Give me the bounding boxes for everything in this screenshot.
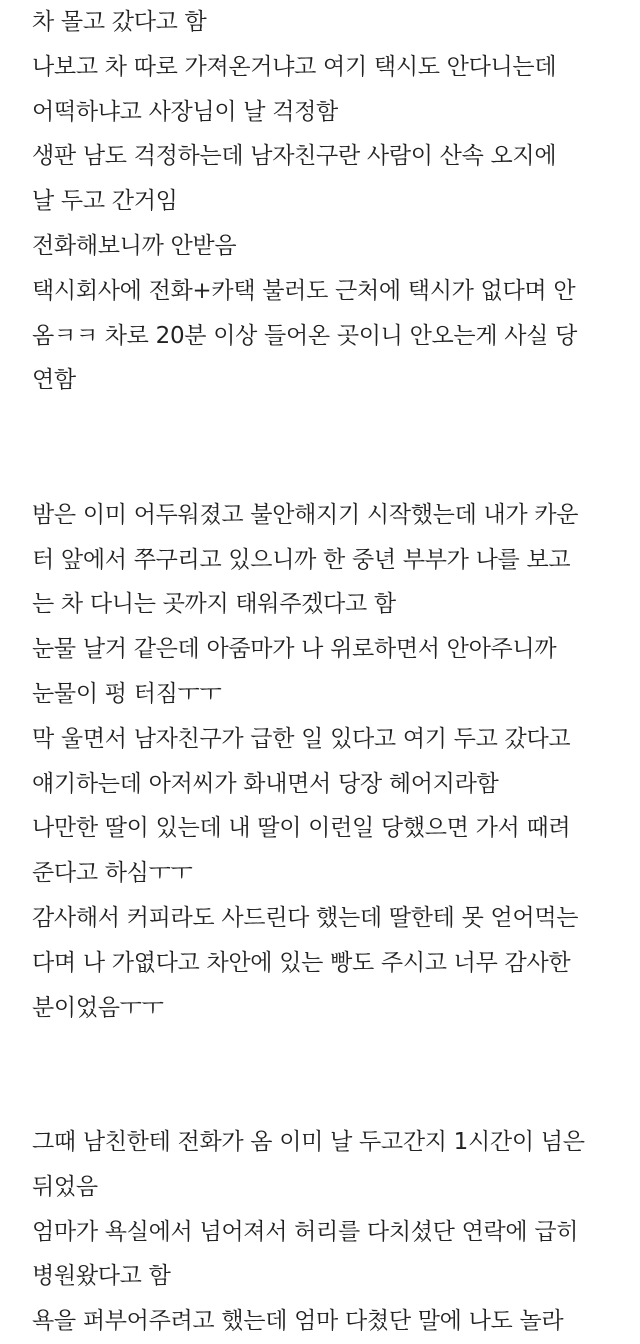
paragraph-2 xyxy=(32,493,632,1031)
text-line: 연함 xyxy=(32,367,76,394)
text-line: 감사해서 커피라도 사드린다 했는데 딸한테 못 얻어먹는 xyxy=(32,904,579,931)
text-line: 그때 남친한테 전화가 옴 이미 날 두고간지 1시간이 넘은 xyxy=(32,1128,585,1155)
text-line: 눈물 날거 같은데 아줌마가 나 위로하면서 안아주니까 xyxy=(32,636,557,663)
text-line: 막 울면서 남자친구가 급한 일 있다고 여기 두고 갔다고 xyxy=(32,725,571,752)
text-line: 옴ㅋㅋ 차로 20분 이상 들어온 곳이니 안오는게 사실 당 xyxy=(32,322,578,349)
text-line: 뒤었음 xyxy=(32,1173,98,1200)
text-line: 눈물이 펑 터짐ㅜㅜ xyxy=(32,680,222,707)
text-line: 는 차 다니는 곳까지 태워주겠다고 함 xyxy=(32,591,396,618)
story-text xyxy=(32,0,632,1344)
paragraph-spacer xyxy=(32,403,632,493)
text-line: 병원왔다고 함 xyxy=(32,1263,171,1290)
text-line: 엄마가 욕실에서 넘어져서 허리를 다치셨단 연락에 급히 xyxy=(32,1218,579,1245)
text-line: 차 몰고 갔다고 함 xyxy=(32,9,207,35)
text-line: 어떡하냐고 사장님이 날 걱정함 xyxy=(32,98,338,125)
text-line: 준다고 하심ㅜㅜ xyxy=(32,860,193,887)
text-line: 얘기하는데 아저씨가 화내면서 당장 헤어지라함 xyxy=(32,770,499,797)
text-line: 욕을 퍼부어주려고 했는데 엄마 다쳤단 말에 나도 놀라 xyxy=(32,1308,564,1335)
text-line: 날 두고 간거임 xyxy=(32,188,178,215)
text-line: 나보고 차 따로 가져온거냐고 여기 택시도 안다니는데 xyxy=(32,53,557,80)
text-line: 전화해보니까 안받음 xyxy=(32,232,237,259)
paragraph-3 xyxy=(32,1120,632,1344)
text-line: 분이었음ㅜㅜ xyxy=(32,994,164,1021)
text-line: 나만한 딸이 있는데 내 딸이 이런일 당했으면 가서 때려 xyxy=(32,815,571,842)
text-line: 택시회사에 전화+카택 불러도 근처에 택시가 없다며 안 xyxy=(32,277,576,304)
paragraph-1 xyxy=(32,0,632,403)
text-line: 밤은 이미 어두워졌고 불안해지기 시작했는데 내가 카운 xyxy=(32,501,579,528)
text-line: 생판 남도 걱정하는데 남자친구란 사람이 산속 오지에 xyxy=(32,143,557,170)
paragraph-spacer xyxy=(32,1030,632,1120)
text-line: 터 앞에서 쭈구리고 있으니까 한 중년 부부가 나를 보고 xyxy=(32,546,571,573)
text-line: 다며 나 가엾다고 차안에 있는 빵도 주시고 너무 감사한 xyxy=(32,949,571,976)
